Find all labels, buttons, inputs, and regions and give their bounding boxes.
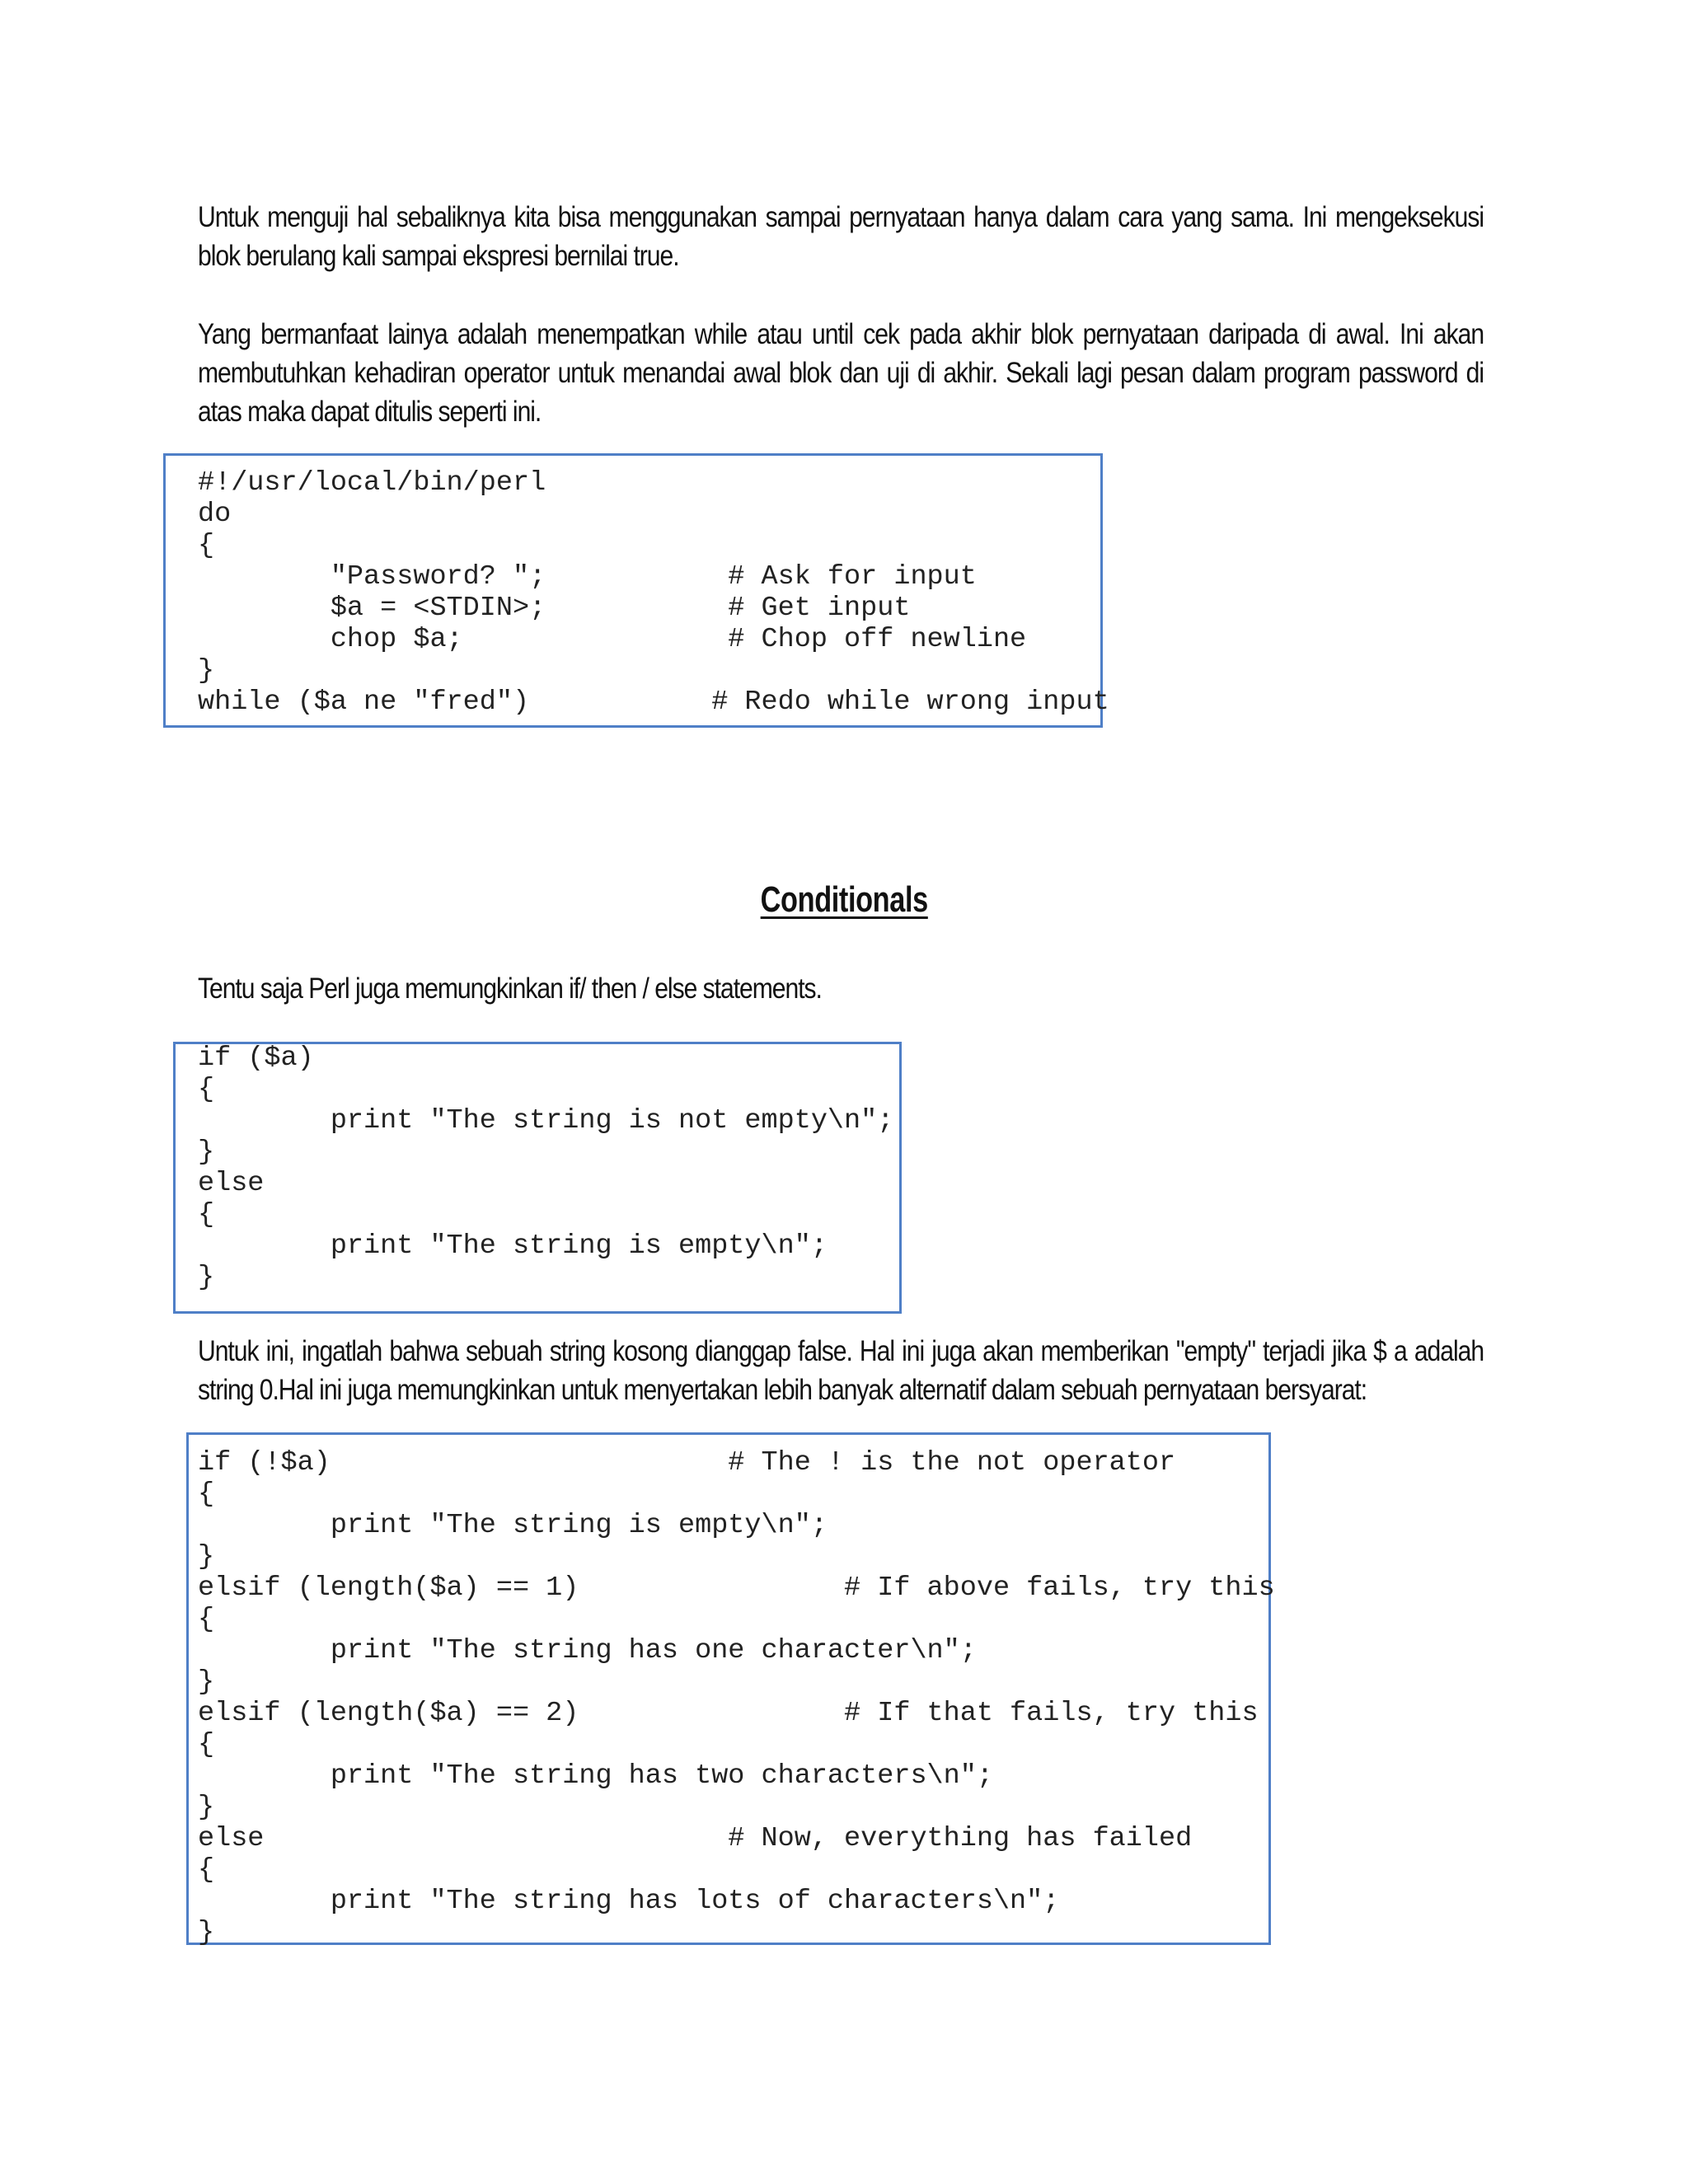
code-do-while: #!/usr/local/bin/perl do { "Password? "; # Ask for input $a = <STDIN>; # Get input chop $a; # Chop off newline } while ($a ne "fred") # Redo while wrong input <box>198 467 1109 718</box>
code-elsif: if (!$a) # The ! is the not operator { print "The string is empty\n"; } elsif (length($a) == 1) # If above fails, try this { print "The string has one character\n"; } elsif (length($a) == 2) # If that fails, try this { print "The string has two characters\n"; } else # Now, everything has failed { print "The string has lots of characters\n"; } <box>198 1447 1275 1948</box>
heading-conditionals: Conditionals <box>760 879 928 920</box>
paragraph-until-intro: Untuk menguji hal sebaliknya kita bisa menggunakan sampai pernyataan hanya dalam cara yang sama. Ini mengeksekusi blok berulang kali sampai ekspresi bernilai true. <box>198 201 1484 272</box>
section-heading <box>0 877 1688 923</box>
paragraph-if-then-else: Tentu saja Perl juga memungkinkan if/ then / else statements. <box>198 972 822 1005</box>
paragraph-empty-string: Untuk ini, ingatlah bahwa sebuah string kosong dianggap false. Hal ini juga akan memberikan "empty" terjadi jika $ a adalah string 0.Hal ini juga memungkinkan untuk menyertakan lebih banyak alternatif dalam sebuah pernyataan bersyarat: <box>198 1335 1484 1406</box>
paragraph-do-while-intro: Yang bermanfaat lainya adalah menempatkan while atau until cek pada akhir blok pernyataan daripada di awal. Ini akan membutuhkan kehadiran operator untuk menandai awal blok dan uji di akhir. Sekali lagi pesan dalam program password di atas maka dapat ditulis seperti ini. <box>198 318 1484 428</box>
code-if-else: if ($a) { print "The string is not empty\n"; } else { print "The string is empty\n"; } <box>198 1043 894 1293</box>
